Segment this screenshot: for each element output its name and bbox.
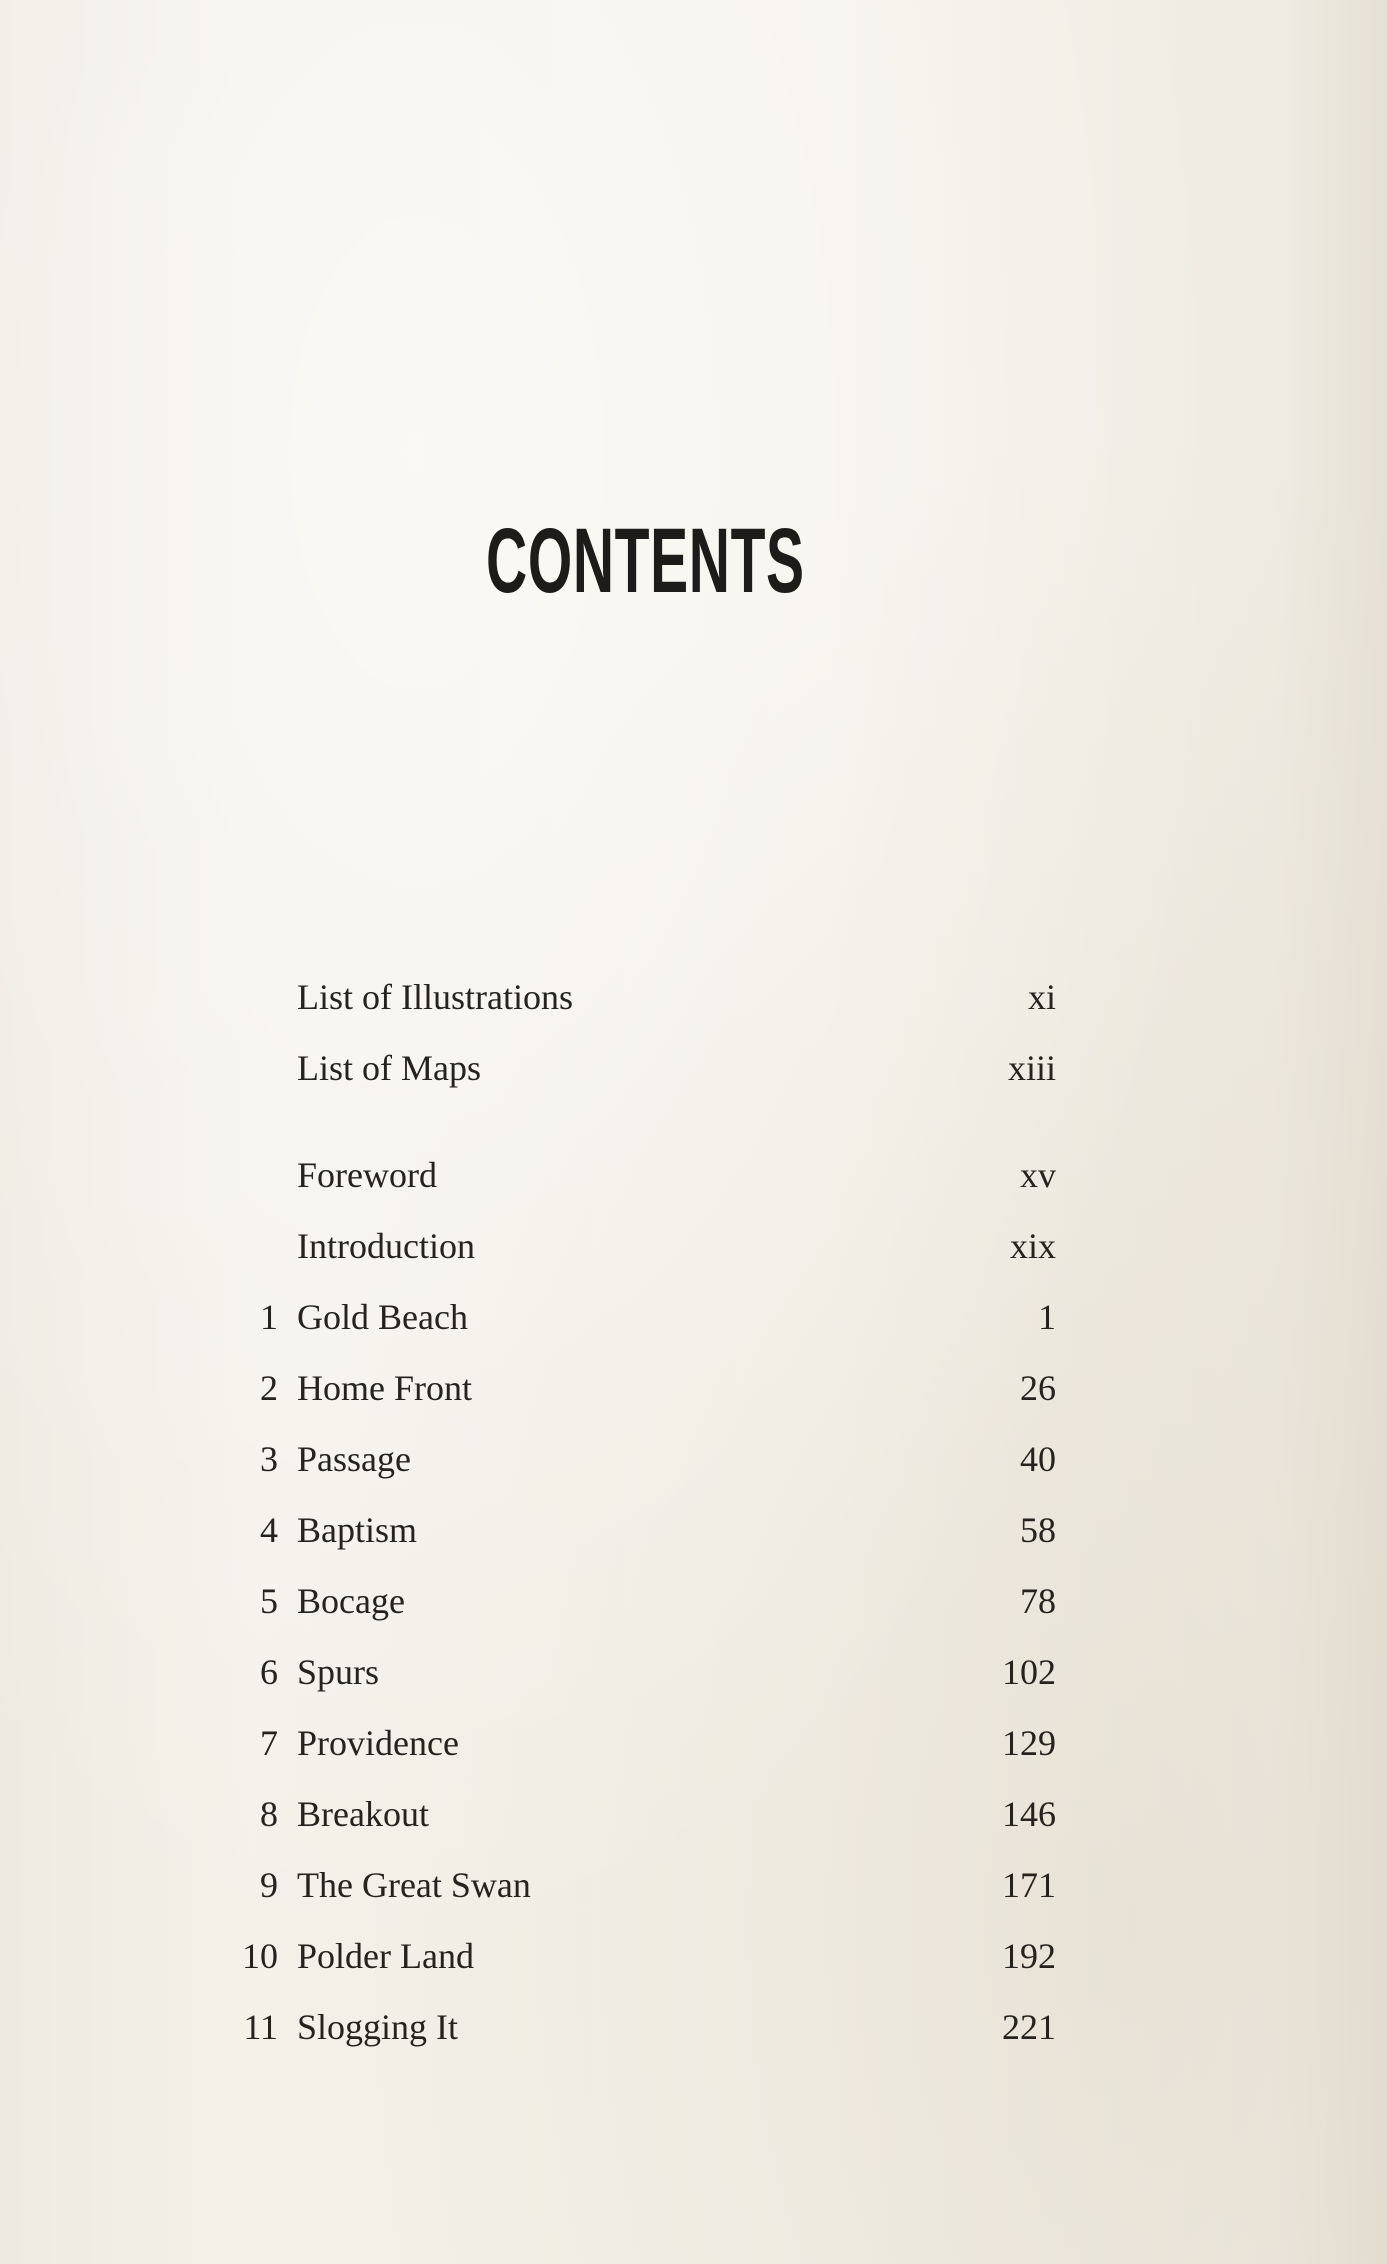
page-number: 129 xyxy=(1002,1723,1056,1763)
page-number: xiii xyxy=(1007,1048,1056,1088)
chapter-title: List of Maps xyxy=(297,1048,481,1088)
chapter-title: Providence xyxy=(297,1723,459,1763)
chapter-title: List of Illustrations xyxy=(297,977,573,1017)
chapter-number: 10 xyxy=(242,1936,278,1976)
chapter-title: Foreword xyxy=(297,1155,437,1195)
chapter-number: 6 xyxy=(260,1652,278,1692)
chapter-number: 2 xyxy=(260,1368,278,1408)
page-number: 221 xyxy=(1002,2007,1056,2047)
chapter-title: Slogging It xyxy=(297,2007,459,2047)
chapter-number: 8 xyxy=(260,1794,278,1834)
toc-entry xyxy=(230,1708,1056,1779)
chapter-title: Spurs xyxy=(297,1652,380,1692)
page-number: 58 xyxy=(1020,1510,1056,1550)
page-number: 78 xyxy=(1020,1581,1056,1621)
toc-entry xyxy=(230,1779,1056,1850)
page-number: xix xyxy=(1009,1226,1056,1266)
chapter-title: Baptism xyxy=(297,1510,418,1550)
chapter-title: Gold Beach xyxy=(297,1297,468,1337)
toc-entry xyxy=(230,1992,1056,2063)
toc-entry xyxy=(230,962,1056,1033)
toc-entry xyxy=(230,1033,1056,1104)
toc-entry xyxy=(230,1921,1056,1992)
toc-entry xyxy=(230,1495,1056,1566)
page-number: xv xyxy=(1020,1155,1056,1195)
page-number: 40 xyxy=(1020,1439,1056,1479)
chapter-number: 4 xyxy=(260,1510,278,1550)
page-number: 146 xyxy=(1002,1794,1056,1834)
chapter-number: 1 xyxy=(260,1297,278,1337)
toc-entry xyxy=(230,1566,1056,1637)
chapter-number: 5 xyxy=(260,1581,278,1621)
page-title: CONTENTS xyxy=(486,510,805,612)
toc-entry xyxy=(230,1424,1056,1495)
chapter-title: Polder Land xyxy=(297,1936,474,1976)
page-number: 102 xyxy=(1002,1652,1056,1692)
chapter-title: Passage xyxy=(297,1439,411,1479)
chapter-title: Breakout xyxy=(297,1794,429,1834)
chapter-number: 7 xyxy=(260,1723,278,1763)
toc-entry xyxy=(230,1637,1056,1708)
toc-entry xyxy=(230,1282,1056,1353)
chapter-number: 9 xyxy=(260,1865,278,1905)
page-number: 171 xyxy=(1002,1865,1056,1905)
toc-entry xyxy=(230,1211,1056,1282)
toc-entry xyxy=(230,1850,1056,1921)
page-number: 26 xyxy=(1020,1368,1056,1408)
page-number: xi xyxy=(1027,977,1056,1017)
chapter-title: The Great Swan xyxy=(297,1865,531,1905)
toc-entry xyxy=(230,1140,1056,1211)
page-number: 192 xyxy=(1002,1936,1056,1976)
chapter-number: 11 xyxy=(243,2007,278,2047)
chapter-title: Bocage xyxy=(297,1581,405,1621)
chapter-title: Introduction xyxy=(297,1226,475,1266)
page-number: 1 xyxy=(1038,1297,1056,1337)
chapter-number: 3 xyxy=(260,1439,278,1479)
table-of-contents xyxy=(230,962,1056,2063)
chapter-title: Home Front xyxy=(297,1368,472,1408)
toc-entry xyxy=(230,1353,1056,1424)
